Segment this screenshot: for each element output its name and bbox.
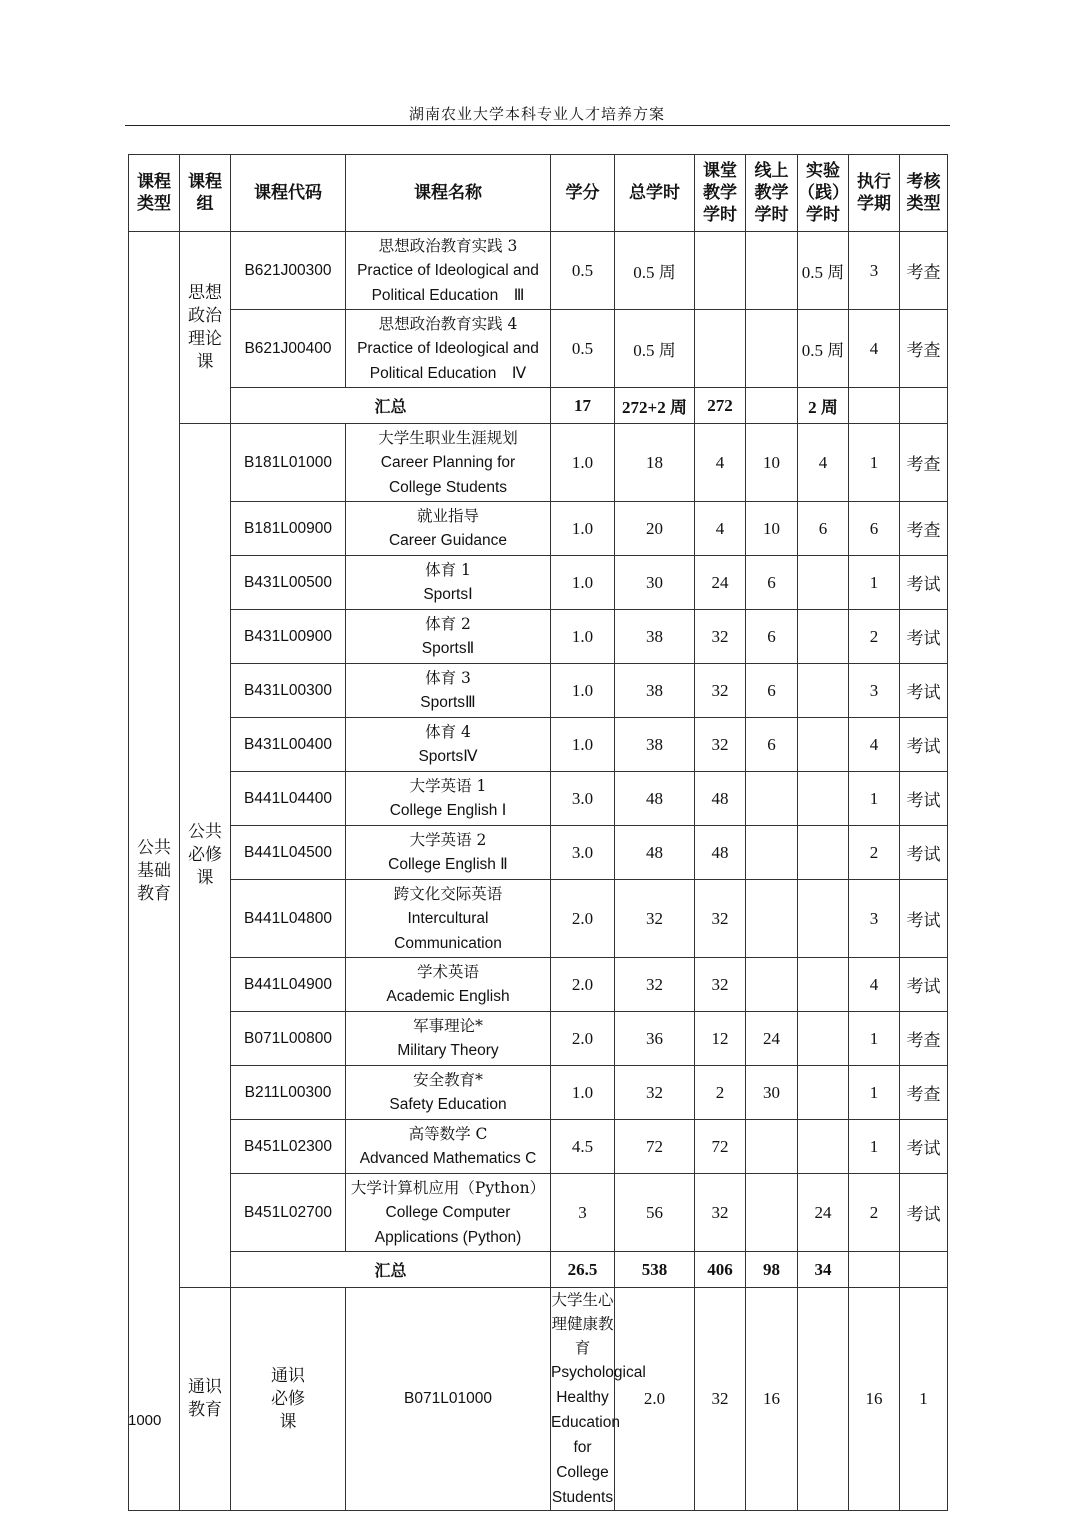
course-name bbox=[551, 1288, 646, 1511]
course-name-zh: 大学生职业生涯规划 bbox=[378, 428, 518, 447]
exam-type-cell: 考试 bbox=[900, 556, 948, 610]
course-name bbox=[346, 958, 551, 1012]
credit-cell: 1.0 bbox=[551, 610, 615, 664]
course-name-en: College Students bbox=[388, 478, 508, 496]
course-name-zh: 思想政治教育实践 3 bbox=[378, 236, 518, 255]
exam-type-cell: 考查 bbox=[900, 232, 948, 310]
course-name bbox=[346, 1066, 551, 1120]
course-name-zh: 大学英语 1 bbox=[409, 777, 487, 795]
column-header-credit: 学分 bbox=[551, 155, 615, 232]
column-header-total-hours: 总学时 bbox=[615, 155, 695, 232]
course-group-cell bbox=[180, 232, 231, 424]
exam-type-cell: 考试 bbox=[900, 1120, 948, 1174]
online-hours-cell bbox=[746, 772, 798, 826]
total-hours-cell: 20 bbox=[615, 502, 695, 556]
course-name bbox=[346, 556, 551, 610]
exam-type-cell: 考查 bbox=[900, 502, 948, 556]
document-header-title: 湖南农业大学本科专业人才培养方案 bbox=[408, 105, 665, 123]
cell-line: 通识 bbox=[271, 1365, 305, 1386]
total-hours-cell: 72 bbox=[615, 1120, 695, 1174]
course-code: B431L00300 bbox=[231, 664, 346, 718]
table-row bbox=[129, 610, 948, 664]
course-name-en: Military Theory bbox=[397, 1042, 499, 1059]
total-hours-cell: 38 bbox=[615, 610, 695, 664]
online-hours-cell: 6 bbox=[746, 556, 798, 610]
course-code: B441L04900 bbox=[231, 958, 346, 1012]
summary-semester bbox=[849, 1252, 900, 1288]
course-name bbox=[346, 424, 551, 502]
online-hours-cell: 10 bbox=[746, 424, 798, 502]
course-name-en: Advanced Mathematics C bbox=[359, 1150, 537, 1167]
cell-line: 课 bbox=[279, 1411, 297, 1432]
course-name-en: SportsⅡ bbox=[421, 640, 475, 657]
column-header-course-group: 课程 组 bbox=[180, 155, 231, 232]
course-name-zh: 大学计算机应用（Python） bbox=[350, 1178, 546, 1197]
total-hours-cell: 36 bbox=[615, 1012, 695, 1066]
course-table bbox=[128, 154, 948, 1511]
course-code: B211L00300 bbox=[231, 1066, 346, 1120]
online-hours-cell bbox=[746, 880, 798, 958]
course-table-body bbox=[129, 232, 948, 1511]
credit-cell: 0.5 bbox=[551, 310, 615, 388]
exam-type-cell: 考试 bbox=[900, 610, 948, 664]
total-hours-cell: 32 bbox=[695, 1288, 746, 1511]
cell-line: 政治 bbox=[188, 305, 222, 326]
credit-cell: 2.0 bbox=[615, 1288, 695, 1511]
credit-cell: 2.0 bbox=[551, 1012, 615, 1066]
credit-cell: 3.0 bbox=[551, 826, 615, 880]
practice-hours-cell bbox=[798, 610, 849, 664]
exam-type-cell: 考查 bbox=[900, 1066, 948, 1120]
total-hours-cell: 56 bbox=[615, 1174, 695, 1252]
course-name-en: Safety Education bbox=[389, 1096, 507, 1113]
practice-hours-cell: 6 bbox=[798, 502, 849, 556]
course-name-en: Academic English bbox=[386, 988, 510, 1005]
total-hours-cell: 18 bbox=[615, 424, 695, 502]
online-hours-cell bbox=[798, 1288, 849, 1511]
cell-line: 教育 bbox=[188, 1400, 222, 1420]
course-name bbox=[346, 826, 551, 880]
column-header-semester: 执行 学期 bbox=[849, 155, 900, 232]
page-number: 1000 bbox=[128, 1412, 162, 1429]
credit-cell: 1.0 bbox=[551, 1066, 615, 1120]
course-group-cell bbox=[231, 1288, 346, 1511]
cell-line: 基础 bbox=[137, 860, 171, 881]
course-name-en: SportsⅠ bbox=[423, 586, 473, 603]
header-divider bbox=[125, 125, 950, 126]
total-hours-cell: 0.5 周 bbox=[615, 232, 695, 310]
practice-hours-cell bbox=[798, 718, 849, 772]
practice-hours-cell bbox=[798, 1120, 849, 1174]
course-name-en: Career Guidance bbox=[388, 532, 508, 549]
cell-line: 通识 bbox=[188, 1377, 222, 1397]
exam-type-cell: 考试 bbox=[900, 880, 948, 958]
course-name bbox=[346, 232, 551, 310]
cell-line: 思想 bbox=[188, 282, 222, 303]
online-hours-cell bbox=[746, 232, 798, 310]
practice-hours-cell bbox=[798, 556, 849, 610]
course-name-en: Career Planning for bbox=[380, 453, 516, 471]
summary-practice-hours: 34 bbox=[798, 1252, 849, 1288]
summary-online-hours bbox=[746, 388, 798, 424]
total-hours-cell: 30 bbox=[615, 556, 695, 610]
table-row bbox=[129, 556, 948, 610]
course-name bbox=[346, 502, 551, 556]
column-header-online-hours: 线上 教学 学时 bbox=[746, 155, 798, 232]
practice-hours-cell: 4 bbox=[798, 424, 849, 502]
cell-line: 理论 bbox=[188, 328, 222, 349]
summary-credit: 26.5 bbox=[551, 1252, 615, 1288]
semester-cell: 2 bbox=[849, 610, 900, 664]
exam-type-cell: 考试 bbox=[900, 772, 948, 826]
table-row bbox=[129, 1120, 948, 1174]
cell-line: 必修 bbox=[188, 845, 222, 865]
exam-type-cell: 考试 bbox=[900, 718, 948, 772]
cell-line: 课 bbox=[196, 868, 214, 888]
semester-cell: 1 bbox=[849, 1012, 900, 1066]
course-name-zh: 思想政治教育实践 4 bbox=[378, 314, 518, 333]
course-name bbox=[346, 610, 551, 664]
course-code: B071L00800 bbox=[231, 1012, 346, 1066]
course-code: B431L00900 bbox=[231, 610, 346, 664]
practice-hours-cell: 0.5 周 bbox=[798, 310, 849, 388]
semester-cell: 2 bbox=[849, 826, 900, 880]
summary-label: 汇总 bbox=[231, 1252, 551, 1288]
classroom-hours-cell bbox=[695, 310, 746, 388]
course-name-zh: 体育 2 bbox=[425, 615, 471, 633]
classroom-hours-cell: 32 bbox=[695, 664, 746, 718]
table-row bbox=[129, 826, 948, 880]
classroom-hours-cell: 32 bbox=[695, 958, 746, 1012]
summary-label: 汇总 bbox=[231, 388, 551, 424]
summary-semester bbox=[849, 388, 900, 424]
course-type-cell bbox=[129, 232, 180, 1511]
exam-type-cell: 考查 bbox=[900, 310, 948, 388]
table-row bbox=[129, 880, 948, 958]
column-header-course-code: 课程代码 bbox=[231, 155, 346, 232]
course-name-en: Political Education Ⅳ bbox=[369, 364, 527, 382]
online-hours-cell: 6 bbox=[746, 610, 798, 664]
practice-hours-cell bbox=[798, 664, 849, 718]
course-name-en: Applications (Python) bbox=[374, 1228, 522, 1246]
semester-cell: 1 bbox=[849, 556, 900, 610]
classroom-hours-cell: 4 bbox=[695, 424, 746, 502]
total-hours-cell: 48 bbox=[615, 826, 695, 880]
classroom-hours-cell: 32 bbox=[695, 1174, 746, 1252]
course-name-zh: 大学生心理健康教育 bbox=[551, 1291, 614, 1357]
online-hours-cell: 6 bbox=[746, 664, 798, 718]
course-name-en: Students bbox=[551, 1489, 614, 1506]
summary-total-hours: 272+2 周 bbox=[615, 388, 695, 424]
classroom-hours-cell: 72 bbox=[695, 1120, 746, 1174]
course-code: B621J00400 bbox=[231, 310, 346, 388]
course-name bbox=[346, 664, 551, 718]
course-name-en: SportsⅢ bbox=[420, 694, 476, 711]
exam-type-cell: 考试 bbox=[900, 958, 948, 1012]
course-name bbox=[346, 772, 551, 826]
table-row bbox=[129, 1288, 948, 1511]
practice-hours-cell bbox=[798, 772, 849, 826]
total-hours-cell: 38 bbox=[615, 718, 695, 772]
column-header-course-type: 课程 类型 bbox=[129, 155, 180, 232]
total-hours-cell: 32 bbox=[615, 958, 695, 1012]
semester-cell: 3 bbox=[849, 880, 900, 958]
course-name-en: College Computer bbox=[385, 1203, 511, 1221]
total-hours-cell: 0.5 周 bbox=[615, 310, 695, 388]
course-name-zh: 安全教育* bbox=[413, 1071, 483, 1089]
classroom-hours-cell: 48 bbox=[695, 826, 746, 880]
classroom-hours-cell: 4 bbox=[695, 502, 746, 556]
practice-hours-cell: 16 bbox=[849, 1288, 900, 1511]
course-name-en: SportsⅣ bbox=[418, 748, 478, 765]
cell-line: 课 bbox=[196, 351, 214, 372]
total-hours-cell: 38 bbox=[615, 664, 695, 718]
cell-line: 教育 bbox=[137, 883, 171, 904]
practice-hours-cell bbox=[798, 880, 849, 958]
classroom-hours-cell: 24 bbox=[695, 556, 746, 610]
table-row bbox=[129, 1174, 948, 1252]
course-name-en: College English Ⅱ bbox=[388, 856, 508, 873]
online-hours-cell bbox=[746, 1174, 798, 1252]
practice-hours-cell bbox=[798, 1066, 849, 1120]
column-header-practice-hours: 实验 （践） 学时 bbox=[798, 155, 849, 232]
online-hours-cell: 6 bbox=[746, 718, 798, 772]
semester-cell: 1 bbox=[900, 1288, 948, 1511]
course-name-en: Communication bbox=[394, 934, 502, 952]
exam-type-cell: 考查 bbox=[900, 424, 948, 502]
table-row bbox=[129, 958, 948, 1012]
course-name-zh: 就业指导 bbox=[416, 507, 479, 525]
course-code: B441L04400 bbox=[231, 772, 346, 826]
course-code: B431L00400 bbox=[231, 718, 346, 772]
course-name bbox=[346, 1012, 551, 1066]
cell-line: 公共 bbox=[188, 822, 222, 842]
table-row bbox=[129, 424, 948, 502]
course-name bbox=[346, 880, 551, 958]
semester-cell: 4 bbox=[849, 958, 900, 1012]
course-group-cell bbox=[180, 424, 231, 1288]
credit-cell: 1.0 bbox=[551, 718, 615, 772]
table-row bbox=[129, 502, 948, 556]
credit-cell: 1.0 bbox=[551, 424, 615, 502]
course-name-zh: 体育 3 bbox=[425, 669, 471, 687]
semester-cell: 1 bbox=[849, 1066, 900, 1120]
course-code: B181L01000 bbox=[231, 424, 346, 502]
column-header-classroom-hours: 课堂 教学 学时 bbox=[695, 155, 746, 232]
classroom-hours-cell bbox=[695, 232, 746, 310]
summary-classroom-hours: 272 bbox=[695, 388, 746, 424]
course-name bbox=[346, 718, 551, 772]
course-name-zh: 军事理论* bbox=[413, 1017, 483, 1035]
practice-hours-cell: 0.5 周 bbox=[798, 232, 849, 310]
summary-exam bbox=[900, 1252, 948, 1288]
course-name-en: Political Education Ⅲ bbox=[371, 286, 525, 304]
online-hours-cell bbox=[746, 826, 798, 880]
classroom-hours-cell: 32 bbox=[695, 880, 746, 958]
course-code: B441L04500 bbox=[231, 826, 346, 880]
table-row bbox=[129, 718, 948, 772]
course-name-en: Education for College bbox=[551, 1414, 620, 1481]
course-name-zh: 学术英语 bbox=[416, 963, 479, 981]
cell-line: 必修 bbox=[271, 1388, 305, 1409]
course-name-en: Practice of Ideological and bbox=[357, 339, 539, 357]
classroom-hours-cell: 32 bbox=[695, 610, 746, 664]
credit-cell: 3 bbox=[551, 1174, 615, 1252]
course-code: B431L00500 bbox=[231, 556, 346, 610]
summary-practice-hours: 2 周 bbox=[798, 388, 849, 424]
summary-row bbox=[129, 1252, 948, 1288]
course-name-en: Psychological Healthy bbox=[551, 1364, 646, 1406]
credit-cell: 3.0 bbox=[551, 772, 615, 826]
practice-hours-cell: 24 bbox=[798, 1174, 849, 1252]
course-name bbox=[346, 310, 551, 388]
exam-type-cell: 考试 bbox=[900, 1174, 948, 1252]
semester-cell: 1 bbox=[849, 1120, 900, 1174]
semester-cell: 3 bbox=[849, 664, 900, 718]
course-name-zh: 大学英语 2 bbox=[409, 831, 487, 849]
semester-cell: 6 bbox=[849, 502, 900, 556]
table-row bbox=[129, 310, 948, 388]
course-name-zh: 跨文化交际英语 bbox=[393, 884, 503, 903]
table-row bbox=[129, 1066, 948, 1120]
online-hours-cell bbox=[746, 310, 798, 388]
table-row bbox=[129, 664, 948, 718]
cell-line: 公共 bbox=[137, 837, 171, 858]
course-name bbox=[346, 1120, 551, 1174]
table-row bbox=[129, 772, 948, 826]
course-code: B071L01000 bbox=[346, 1288, 551, 1511]
total-hours-cell: 48 bbox=[615, 772, 695, 826]
online-hours-cell bbox=[746, 1120, 798, 1174]
course-code: B181L00900 bbox=[231, 502, 346, 556]
table-row bbox=[129, 232, 948, 310]
exam-type-cell: 考查 bbox=[900, 1012, 948, 1066]
online-hours-cell: 10 bbox=[746, 502, 798, 556]
table-row bbox=[129, 1012, 948, 1066]
course-code: B451L02700 bbox=[231, 1174, 346, 1252]
course-type-cell bbox=[180, 1288, 231, 1511]
online-hours-cell: 30 bbox=[746, 1066, 798, 1120]
column-header-course-name: 课程名称 bbox=[346, 155, 551, 232]
credit-cell: 1.0 bbox=[551, 502, 615, 556]
credit-cell: 2.0 bbox=[551, 880, 615, 958]
summary-row bbox=[129, 388, 948, 424]
semester-cell: 1 bbox=[849, 772, 900, 826]
summary-total-hours: 538 bbox=[615, 1252, 695, 1288]
online-hours-cell: 24 bbox=[746, 1012, 798, 1066]
credit-cell: 4.5 bbox=[551, 1120, 615, 1174]
classroom-hours-cell: 2 bbox=[695, 1066, 746, 1120]
course-code: B451L02300 bbox=[231, 1120, 346, 1174]
credit-cell: 1.0 bbox=[551, 664, 615, 718]
practice-hours-cell bbox=[798, 958, 849, 1012]
exam-type-cell: 考试 bbox=[900, 826, 948, 880]
course-name-zh: 体育 4 bbox=[425, 723, 471, 741]
semester-cell: 4 bbox=[849, 718, 900, 772]
classroom-hours-cell: 12 bbox=[695, 1012, 746, 1066]
course-name-zh: 高等数学 C bbox=[408, 1125, 488, 1143]
practice-hours-cell bbox=[798, 1012, 849, 1066]
practice-hours-cell bbox=[798, 826, 849, 880]
course-name bbox=[346, 1174, 551, 1252]
summary-credit: 17 bbox=[551, 388, 615, 424]
exam-type-cell: 考试 bbox=[900, 664, 948, 718]
summary-exam bbox=[900, 388, 948, 424]
online-hours-cell bbox=[746, 958, 798, 1012]
credit-cell: 2.0 bbox=[551, 958, 615, 1012]
semester-cell: 2 bbox=[849, 1174, 900, 1252]
classroom-hours-cell: 16 bbox=[746, 1288, 798, 1511]
summary-classroom-hours: 406 bbox=[695, 1252, 746, 1288]
course-code: B441L04800 bbox=[231, 880, 346, 958]
semester-cell: 1 bbox=[849, 424, 900, 502]
semester-cell: 3 bbox=[849, 232, 900, 310]
course-name-zh: 体育 1 bbox=[425, 561, 471, 579]
course-name-en: Practice of Ideological and bbox=[357, 261, 539, 279]
classroom-hours-cell: 48 bbox=[695, 772, 746, 826]
course-code: B621J00300 bbox=[231, 232, 346, 310]
total-hours-cell: 32 bbox=[615, 880, 695, 958]
credit-cell: 1.0 bbox=[551, 556, 615, 610]
semester-cell: 4 bbox=[849, 310, 900, 388]
column-header-exam-type: 考核 类型 bbox=[900, 155, 948, 232]
header-row bbox=[129, 155, 948, 232]
course-name-en: Intercultural bbox=[407, 909, 489, 927]
credit-cell: 0.5 bbox=[551, 232, 615, 310]
classroom-hours-cell: 32 bbox=[695, 718, 746, 772]
total-hours-cell: 32 bbox=[615, 1066, 695, 1120]
summary-online-hours: 98 bbox=[746, 1252, 798, 1288]
course-name-en: College English Ⅰ bbox=[389, 802, 507, 819]
